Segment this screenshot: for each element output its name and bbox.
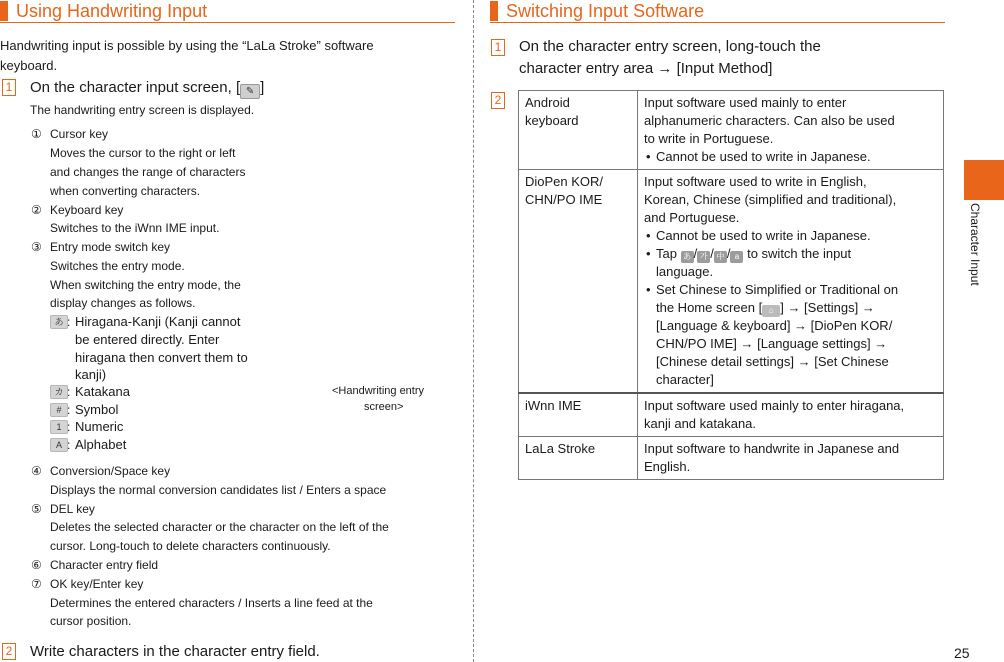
right-step-1-marker: 1 [491,39,505,56]
item-4-line-1: Displays the normal conversion candidates list / Enters a space [50,483,387,497]
mode-3-sep: : [67,403,71,417]
step-1-description: The handwriting entry screen is displayed. [30,103,255,117]
chapter-label-text: Character Input [968,203,982,286]
item-3-line-2: When switching the entry mode, the [50,278,241,292]
software-name-cell: LaLa Stroke [519,437,638,480]
software-name-cell: iWnn IME [519,393,638,437]
diopen-bullet-1: • Cannot be used to write in Japanese. [644,227,937,245]
software-desc-cell [638,170,944,394]
mode-alphabet: Alphabet [75,437,127,452]
item-1-marker: ① [31,127,42,141]
software-name-cell [519,170,638,394]
table-row [519,437,944,480]
item-7-title: OK key/Enter key [50,577,144,591]
chapter-tab [964,160,1004,200]
android-bullet: • Cannot be used to write in Japanese. [644,148,937,166]
right-step-1-line-1: On the character entry screen, long-touch the [519,38,821,55]
screen-caption-line-1: <Handwriting entry [332,385,425,397]
mode-5-sep: : [67,438,71,452]
mode-4-sep: : [67,420,71,434]
diopen-name-line-1: DioPen KOR/ [525,174,604,189]
item-3-line-1: Switches the entry mode. [50,259,185,273]
step-2-marker: 2 [2,643,16,660]
b3-line-5: [Chinese detail settings] → [Set Chinese [656,354,889,369]
alphabet-lang-icon: a [730,251,743,263]
mode-katakana: Katakana [75,384,130,399]
chinese-lang-icon: 中 [714,251,727,263]
section-header-bar [0,1,8,21]
mode-symbol: Symbol [75,402,119,417]
item-1-line-2: and changes the range of characters [50,165,246,179]
item-2-marker: ② [31,203,42,217]
step-1-title-before: On the character input screen, [ [30,79,241,96]
korean-lang-icon: 가 [697,251,710,263]
screen-caption-line-2: screen> [364,401,404,413]
left-section-header [0,0,455,23]
item-2-title: Keyboard key [50,203,124,217]
software-desc-cell [638,393,944,437]
item-5-marker: ⑤ [31,502,42,516]
tap-label: Tap [656,246,677,261]
right-section-header [490,0,945,23]
software-name-cell [519,91,638,170]
input-software-table [518,90,944,480]
item-4-title: Conversion/Space key [50,464,171,478]
alphabet-mode-icon: A [50,438,68,452]
column-divider [473,0,474,662]
item-4-marker: ④ [31,464,42,478]
left-section-title: Using Handwriting Input [16,1,208,21]
mode-1-sep: : [67,315,71,329]
mode-2-sep: : [67,385,71,399]
table-row [519,91,944,170]
item-7-marker: ⑦ [31,577,42,591]
lala-desc-line-2: English. [644,459,691,474]
symbol-mode-icon: # [50,403,68,417]
page-number: 25 [954,645,970,661]
iwnn-desc-line-1: Input software used mainly to enter hiragana, [644,398,905,413]
right-step-2-marker: 2 [491,92,505,109]
b3-line-4: CHN/PO IME] → [Language settings] → [656,336,888,351]
intro-line-2: keyboard. [0,58,58,73]
numeric-mode-icon: 1 [50,420,68,434]
item-5-line-2: cursor. Long-touch to delete characters continuously. [50,539,331,553]
item-5-title: DEL key [50,502,95,516]
item-1-line-1: Moves the cursor to the right or left [50,146,236,160]
android-desc-line-1: Input software used mainly to enter [644,95,847,110]
diopen-bullet-2 [644,245,937,281]
diopen-desc-line-2: Korean, Chinese (simplified and traditional), [644,192,897,207]
table-row [519,393,944,437]
b3-line-6: character] [656,372,714,387]
diopen-desc-line-1: Input software used to write in English, [644,174,867,189]
mode-hiragana-line-3: hiragana then convert them to [75,350,248,365]
item-5-line-1: Deletes the selected character or the character on the left of the [50,520,389,534]
item-3-line-3: display changes as follows. [50,296,196,310]
android-name-line-2: keyboard [525,113,579,128]
item-2-line-1: Switches to the iWnn IME input. [50,221,220,235]
item-7-line-1: Determines the entered characters / Inserts a line feed at the [50,596,373,610]
mode-hiragana-line-1: Hiragana-Kanji (Kanji cannot [75,314,241,329]
hiragana-mode-icon: あ [50,315,68,329]
item-7-line-2: cursor position. [50,614,132,628]
right-step-1-line-2: character entry area → [Input Method] [519,60,773,77]
mode-hiragana-line-2: be entered directly. Enter [75,332,220,347]
section-header-bar [490,1,498,21]
item-3-marker: ③ [31,240,42,254]
hiragana-lang-icon: あ [681,251,694,263]
software-desc-cell [638,437,944,480]
pen-icon: ✎ [240,84,260,99]
item-6-marker: ⑥ [31,558,42,572]
right-section-title: Switching Input Software [506,1,705,21]
chapter-label [966,203,984,293]
katakana-mode-icon: カ [50,385,68,399]
item-1-title: Cursor key [50,127,109,141]
tap-after: to switch the input [747,246,852,261]
android-desc-line-3: to write in Portuguese. [644,131,774,146]
b3-line-2 [656,299,937,317]
step-1-title [30,79,264,99]
tap-sep-1: / [693,246,698,261]
step-1-marker: 1 [2,79,16,96]
intro-line-1: Handwriting input is possible by using the “LaLa Stroke” software [0,38,374,53]
diopen-desc-line-3: and Portuguese. [644,210,740,225]
item-3-title: Entry mode switch key [50,240,171,254]
table-row [519,170,944,394]
item-6-title: Character entry field [50,558,159,572]
tap-sep-3: / [726,246,731,261]
home-settings-icon: ⌂ [762,305,780,317]
android-desc-line-2: alphanumeric characters. Can also be used [644,113,895,128]
tap-line-2: language. [656,264,714,279]
tap-sep-2: / [710,246,714,261]
b3-before: the Home screen [ [656,300,763,315]
b3-line-1: • Set Chinese to Simplified or Traditional on [656,282,899,297]
step-2-title: Write characters in the character entry field. [30,643,320,660]
software-desc-cell [638,91,944,170]
item-1-line-3: when converting characters. [50,184,201,198]
mode-hiragana-line-4: kanji) [75,367,107,382]
lala-desc-line-1: Input software to handwrite in Japanese and [644,441,900,456]
mode-numeric: Numeric [75,419,124,434]
b3-line-3: [Language & keyboard] → [DioPen KOR/ [656,318,893,333]
step-1-title-after: ] [260,79,265,96]
diopen-name-line-2: CHN/PO IME [525,192,603,207]
iwnn-desc-line-2: kanji and katakana. [644,416,757,431]
b3-after: ] → [Settings] → [780,300,875,315]
android-name-line-1: Android [525,95,570,110]
diopen-bullet-3 [644,281,937,389]
